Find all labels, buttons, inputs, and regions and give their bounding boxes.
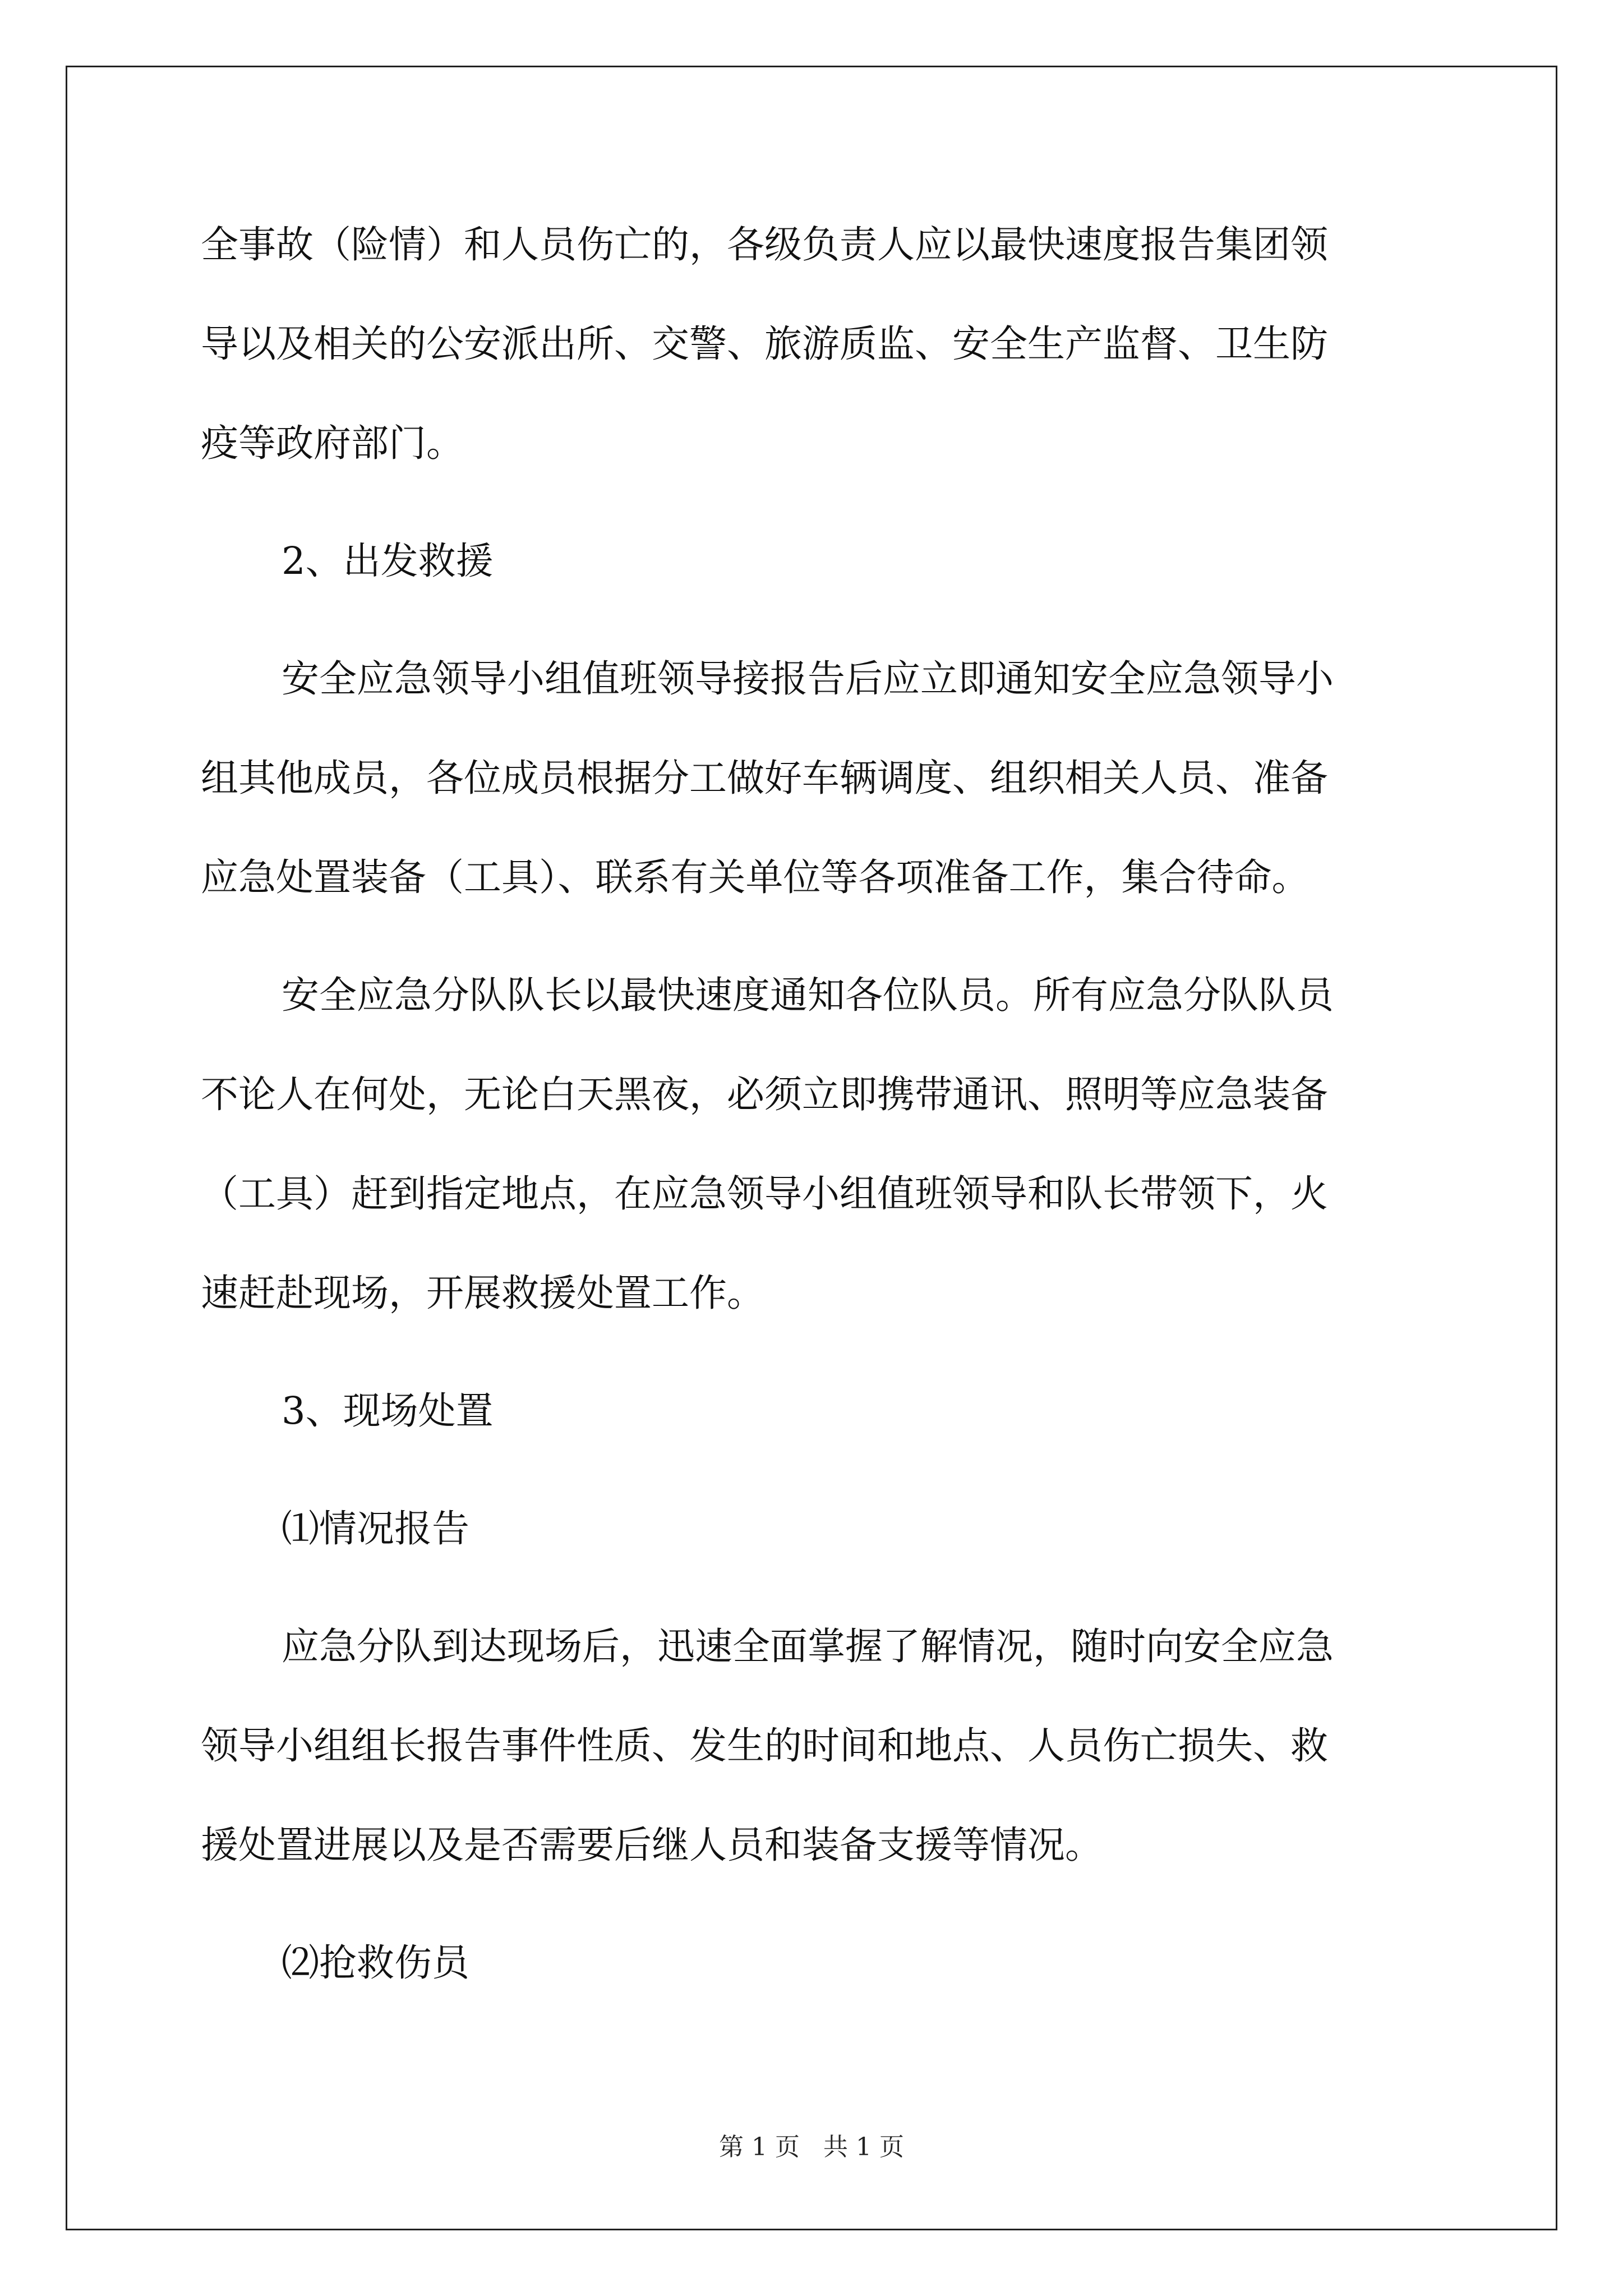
text-line: 速赶赴现场，开展救援处置工作。 [201, 1271, 764, 1315]
text-line: 安全应急分队队长以最快速度通知各位队员。所有应急分队队员 [282, 973, 1334, 1017]
text-line: （工具）赶到指定地点，在应急领导小组值班领导和队长带领下，火 [201, 1172, 1328, 1216]
text-line: 组其他成员，各位成员根据分工做好车辆调度、组织相关人员、准备 [201, 756, 1328, 800]
text-line: 全事故（险情）和人员伤亡的，各级负责人应以最快速度报告集团领 [201, 223, 1328, 266]
text-line: 不论人在何处，无论白天黑夜，必须立即携带通讯、照明等应急装备 [201, 1073, 1328, 1116]
text-line: 疫等政府部门。 [201, 421, 464, 465]
text-line: 应急分队到达现场后，迅速全面掌握了解情况，随时向安全应急 [282, 1625, 1334, 1668]
text-line: 援处置进展以及是否需要后继人员和装备支援等情况。 [201, 1823, 1103, 1867]
text-line: 应急处置装备（工具）、联系有关单位等各项准备工作，集合待命。 [201, 855, 1310, 899]
section-heading: 2、出发救援 [282, 539, 494, 583]
text-line: 导以及相关的公安派出所、交警、旅游质监、安全生产监督、卫生防 [201, 322, 1328, 366]
subsection-heading: ⑵抢救伤员 [282, 1941, 469, 1985]
page-number-footer: 第 1 页 共 1 页 [719, 2133, 904, 2161]
text-line: 领导小组组长报告事件性质、发生的时间和地点、人员伤亡损失、救 [201, 1724, 1328, 1768]
page-border [66, 66, 1557, 2230]
section-heading: 3、现场处置 [282, 1389, 494, 1433]
subsection-heading: ⑴情况报告 [282, 1507, 469, 1550]
text-line: 安全应急领导小组值班领导接报告后应立即通知安全应急领导小 [282, 657, 1334, 701]
